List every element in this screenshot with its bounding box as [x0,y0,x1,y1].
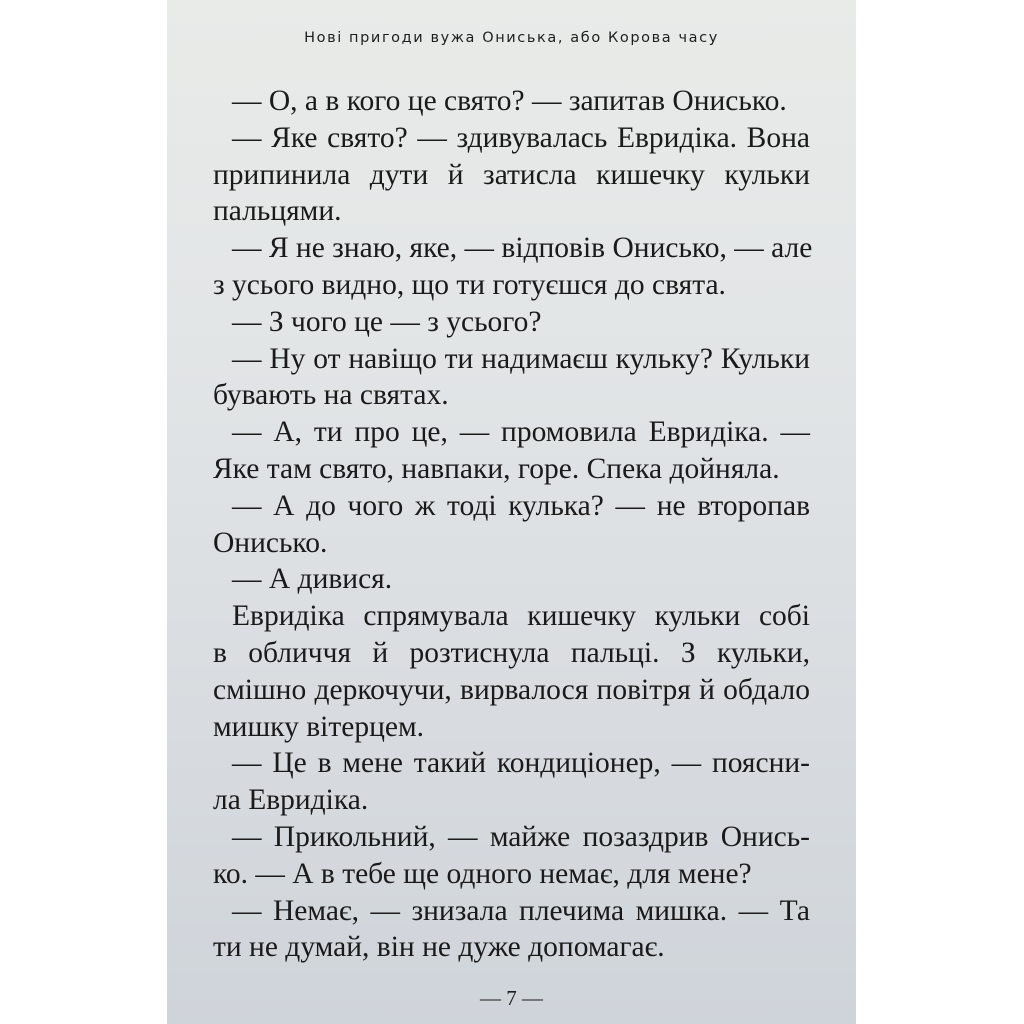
text-line: ти не думай, він не дуже допомагає. [213,931,665,964]
text-line: ко. — А в тебе ще одного немає, для мене? [213,857,752,890]
page-number: — 7 — [480,986,543,1010]
text-line: мишку вітерцем. [213,710,424,743]
text-line: — А дивися. [232,563,393,596]
text-line: — Немає, — знизала плечима мишка. — Та [232,894,810,927]
text-line: з усього видно, що ти готуєшся до свята. [213,268,726,301]
text-line: Онисько. [213,526,328,559]
text-line: Евридіка спрямувала кишечку кульки собі [232,600,810,633]
text-line: — Це в мене такий кондиціонер, — поясни- [232,747,810,780]
text-line: припинила дути й затисла кишечку кульки [213,158,810,191]
text-line: ла Евридіка. [213,784,369,817]
text-line: Яке там свято, навпаки, горе. Спека дойняла. [213,452,780,485]
body-text [213,83,813,966]
text-line: пальцями. [213,195,342,228]
text-line: в обличчя й розтиснула пальці. З кульки, [213,636,810,669]
text-line: — Я не знаю, яке, — відповів Онисько, — але [232,232,813,265]
text-line: смішно деркочучи, вирвалося повітря й обдало [213,673,810,706]
text-line: — Яке свято? — здивувалась Евридіка. Вона [232,121,810,154]
text-line: — А, ти про це, — промовила Евридіка. — [232,416,810,449]
book-page [167,0,856,1024]
text-line: — А до чого ж тоді кулька? — не второпав [232,489,810,522]
running-head: Нові пригоди вужа Ониська, або Корова часу [304,30,719,46]
text-line: — Ну от навіщо ти надимаєш кульку? Кульки [232,342,810,375]
text-line: — О, а в кого це свято? — запитав Онисько. [232,85,787,117]
text-line: бувають на святах. [213,379,449,412]
text-line: — Прикольний, — майже позаздрив Онись- [232,820,810,853]
text-line: — З чого це — з усього? [232,305,542,338]
